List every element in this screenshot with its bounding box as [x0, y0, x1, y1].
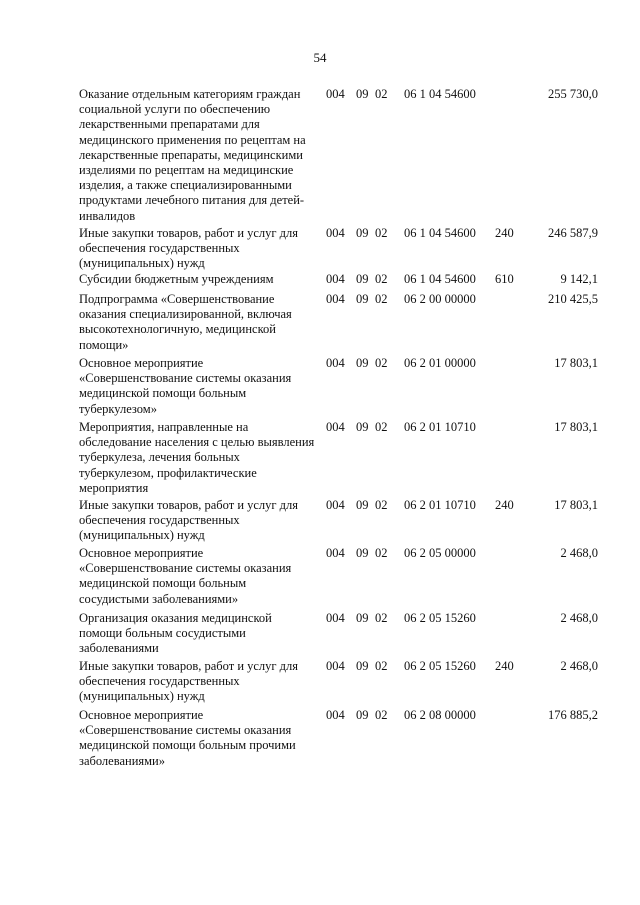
row-name: Основное мероприятие «Совершенствование системы оказания медицинской помощи больным сосудистыми заболеваниями»: [79, 546, 292, 606]
row-ministry-code: 004: [326, 356, 345, 370]
row-name: Оказание отдельным категориям граждан социальной услуги по обеспечению лекарственными препаратами для медицинского применения по рецептам на лекарственные препараты, медицинскими изделиями по рецептам на медицинские изделия, а также специализированными продуктами лечебного питания для детей-инвалидов: [79, 87, 306, 223]
row-ministry-code: 004: [326, 498, 345, 512]
row-ministry-code: 004: [326, 708, 345, 722]
row-target-code: 06 2 08 00000: [404, 708, 476, 722]
row-subsection-code: 02: [375, 226, 388, 240]
row-name: Подпрограмма «Совершенствование оказания специализированной, включая высокотехнологичную, медицинской помощи»: [79, 292, 292, 352]
row-subsection-code: 02: [375, 546, 388, 560]
row-ministry-code: 004: [326, 272, 345, 286]
row-name: Организация оказания медицинской помощи больным сосудистыми заболеваниями: [79, 611, 272, 656]
row-section-code: 09: [356, 272, 369, 286]
row-name: Субсидии бюджетным учреждениям: [79, 272, 274, 286]
row-amount: 17 803,1: [554, 498, 598, 512]
row-ministry-code: 004: [326, 420, 345, 434]
row-target-code: 06 1 04 54600: [404, 226, 476, 240]
row-section-code: 09: [356, 356, 369, 370]
row-amount: 9 142,1: [560, 272, 598, 286]
row-section-code: 09: [356, 708, 369, 722]
row-expense-code: 240: [495, 659, 514, 673]
row-section-code: 09: [356, 292, 369, 306]
row-target-code: 06 2 05 00000: [404, 546, 476, 560]
row-name: Иные закупки товаров, работ и услуг для обеспечения государственных (муниципальных) нужд: [79, 226, 299, 271]
row-name: Мероприятия, направленные на обследование населения с целью выявления туберкулеза, лечения больных туберкулезом, профилактические мероприятия: [79, 420, 315, 495]
row-section-code: 09: [356, 611, 369, 625]
row-target-code: 06 2 05 15260: [404, 611, 476, 625]
row-expense-code: 240: [495, 498, 514, 512]
row-target-code: 06 2 01 10710: [404, 420, 476, 434]
row-subsection-code: 02: [375, 659, 388, 673]
row-subsection-code: 02: [375, 498, 388, 512]
row-subsection-code: 02: [375, 420, 388, 434]
row-target-code: 06 1 04 54600: [404, 87, 476, 101]
row-amount: 255 730,0: [548, 87, 598, 101]
row-target-code: 06 2 01 10710: [404, 498, 476, 512]
row-name: Иные закупки товаров, работ и услуг для обеспечения государственных (муниципальных) нужд: [79, 659, 299, 704]
row-section-code: 09: [356, 87, 369, 101]
row-amount: 246 587,9: [548, 226, 598, 240]
row-name: Основное мероприятие «Совершенствование системы оказания медицинской помощи больным туберкулезом»: [79, 356, 292, 416]
row-target-code: 06 2 00 00000: [404, 292, 476, 306]
row-expense-code: 610: [495, 272, 514, 286]
row-name: Основное мероприятие «Совершенствование системы оказания медицинской помощи больным прочими заболеваниями»: [79, 708, 296, 768]
row-name: Иные закупки товаров, работ и услуг для обеспечения государственных (муниципальных) нужд: [79, 498, 299, 543]
row-amount: 2 468,0: [560, 611, 598, 625]
row-section-code: 09: [356, 226, 369, 240]
row-amount: 17 803,1: [554, 420, 598, 434]
row-target-code: 06 1 04 54600: [404, 272, 476, 286]
row-subsection-code: 02: [375, 292, 388, 306]
row-ministry-code: 004: [326, 546, 345, 560]
row-expense-code: 240: [495, 226, 514, 240]
row-subsection-code: 02: [375, 356, 388, 370]
row-target-code: 06 2 01 00000: [404, 356, 476, 370]
row-section-code: 09: [356, 659, 369, 673]
page-number: 54: [313, 50, 327, 65]
row-ministry-code: 004: [326, 226, 345, 240]
row-section-code: 09: [356, 546, 369, 560]
row-section-code: 09: [356, 498, 369, 512]
row-ministry-code: 004: [326, 659, 345, 673]
row-subsection-code: 02: [375, 611, 388, 625]
row-section-code: 09: [356, 420, 369, 434]
row-target-code: 06 2 05 15260: [404, 659, 476, 673]
row-amount: 2 468,0: [560, 546, 598, 560]
row-amount: 2 468,0: [560, 659, 598, 673]
row-subsection-code: 02: [375, 708, 388, 722]
row-amount: 210 425,5: [548, 292, 598, 306]
row-ministry-code: 004: [326, 87, 345, 101]
row-subsection-code: 02: [375, 272, 388, 286]
row-ministry-code: 004: [326, 292, 345, 306]
row-ministry-code: 004: [326, 611, 345, 625]
row-amount: 17 803,1: [554, 356, 598, 370]
row-subsection-code: 02: [375, 87, 388, 101]
row-amount: 176 885,2: [548, 708, 598, 722]
